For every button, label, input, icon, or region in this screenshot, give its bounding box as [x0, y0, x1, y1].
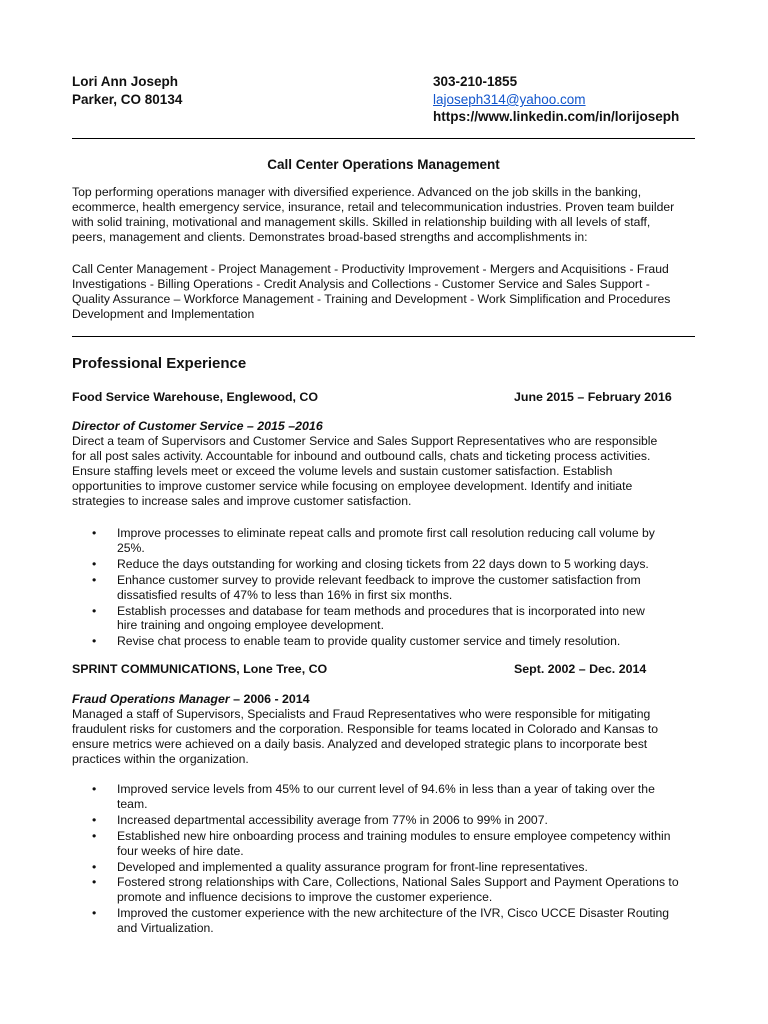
list-item: • Revise chat process to enable team to provide quality customer service and timely resolution.: [72, 634, 700, 649]
job-role-dates: – 2006 - 2014: [229, 692, 310, 706]
job-bullet-list: [72, 526, 700, 650]
list-item: • Establish processes and database for team methods and procedures that is incorporated into new hire training and ongoing employee development.: [72, 604, 700, 634]
contact-name: Lori Ann Joseph: [72, 74, 179, 89]
job-company: Food Service Warehouse, Englewood, CO: [72, 390, 319, 404]
job-role-line: [72, 419, 323, 433]
summary-paragraph: Top performing operations manager with diversified experience. Advanced on the job skills in the banking, ecommerce, health emergency service, insurance, retail and telecommunication industries. Proven team builder with solid training, motivational and management skills. Skilled in relationship building with all levels of staff, peers, management and clients. Demonstrates broad-based strengths and accomplishments in:: [72, 185, 675, 244]
contact-email-link[interactable]: lajoseph314@yahoo.com: [433, 92, 586, 107]
list-item: • Fostered strong relationships with Care, Collections, National Sales Support and Payment Operations to promote and influence decisions to improve the customer experience.: [72, 875, 700, 905]
list-item: • Enhance customer survey to provide relevant feedback to improve the customer satisfaction from dissatisfied results of 47% to less than 16% in first six months.: [72, 573, 700, 603]
list-item: • Improved the customer experience with the new architecture of the IVR, Cisco UCCE Disaster Routing and Virtualization.: [72, 906, 700, 936]
list-item: • Established new hire onboarding process and training modules to ensure employee competency within four weeks of hire date.: [72, 829, 700, 859]
skills-paragraph: Call Center Management - Project Management - Productivity Improvement - Mergers and Acquisitions - Fraud Investigations - Billing Operations - Credit Analysis and Collections - Customer Service and Sales Support - Quality Assurance – Workforce Management - Training and Development - Work Simplification and Procedures Development and Implementation: [72, 262, 671, 321]
list-item: • Increased departmental accessibility average from 77% in 2006 to 99% in 2007.: [72, 813, 700, 828]
job-role: Director of Customer Service: [72, 419, 244, 433]
list-item: • Reduce the days outstanding for working and closing tickets from 22 days down to 5 working days.: [72, 557, 700, 572]
resume-title: Call Center Operations Management: [267, 157, 500, 172]
list-item: • Improve processes to eliminate repeat calls and promote first call resolution reducing call volume by 25%.: [72, 526, 700, 556]
job-bullet-list: [72, 782, 700, 937]
header-divider: [72, 138, 695, 139]
job-role: Fraud Operations Manager: [72, 692, 230, 706]
job-role-dates: – 2015 –2016: [243, 419, 323, 433]
job-description: Direct a team of Supervisors and Customer Service and Sales Support Representatives who are responsible for all post sales activity. Accountable for inbound and outbound calls, chats and ticketing process activities. Ensure staffing levels meet or exceed the volume levels and sustain customer satisfaction. Establish opportunities to improve customer service while focusing on employee development. Identify and initiate strategies to increase sales and improve customer satisfaction.: [72, 434, 658, 508]
job-role-line: [72, 692, 310, 706]
list-item: • Developed and implemented a quality assurance program for front-line representatives.: [72, 860, 700, 875]
contact-phone: 303-210-1855: [433, 74, 518, 89]
job-company: SPRINT COMMUNICATIONS, Lone Tree, CO: [72, 662, 328, 676]
contact-linkedin: https://www.linkedin.com/in/lorijoseph: [433, 109, 680, 124]
job-dates: Sept. 2002 – Dec. 2014: [514, 662, 647, 676]
job-dates: June 2015 – February 2016: [514, 390, 672, 404]
job-description: Managed a staff of Supervisors, Specialists and Fraud Representatives who were responsible for mitigating fraudulent risks for customers and the corporation. Responsible for teams located in Colorado and Kansas to ensure metrics were achieved on a daily basis. Analyzed and developed strategic plans to incorporate best practices within the organization.: [72, 707, 658, 766]
summary-divider: [72, 336, 695, 337]
list-item: • Improved service levels from 45% to our current level of 94.6% in less than a year of taking over the team.: [72, 782, 700, 812]
contact-location: Parker, CO 80134: [72, 92, 183, 107]
experience-heading: Professional Experience: [72, 355, 247, 372]
